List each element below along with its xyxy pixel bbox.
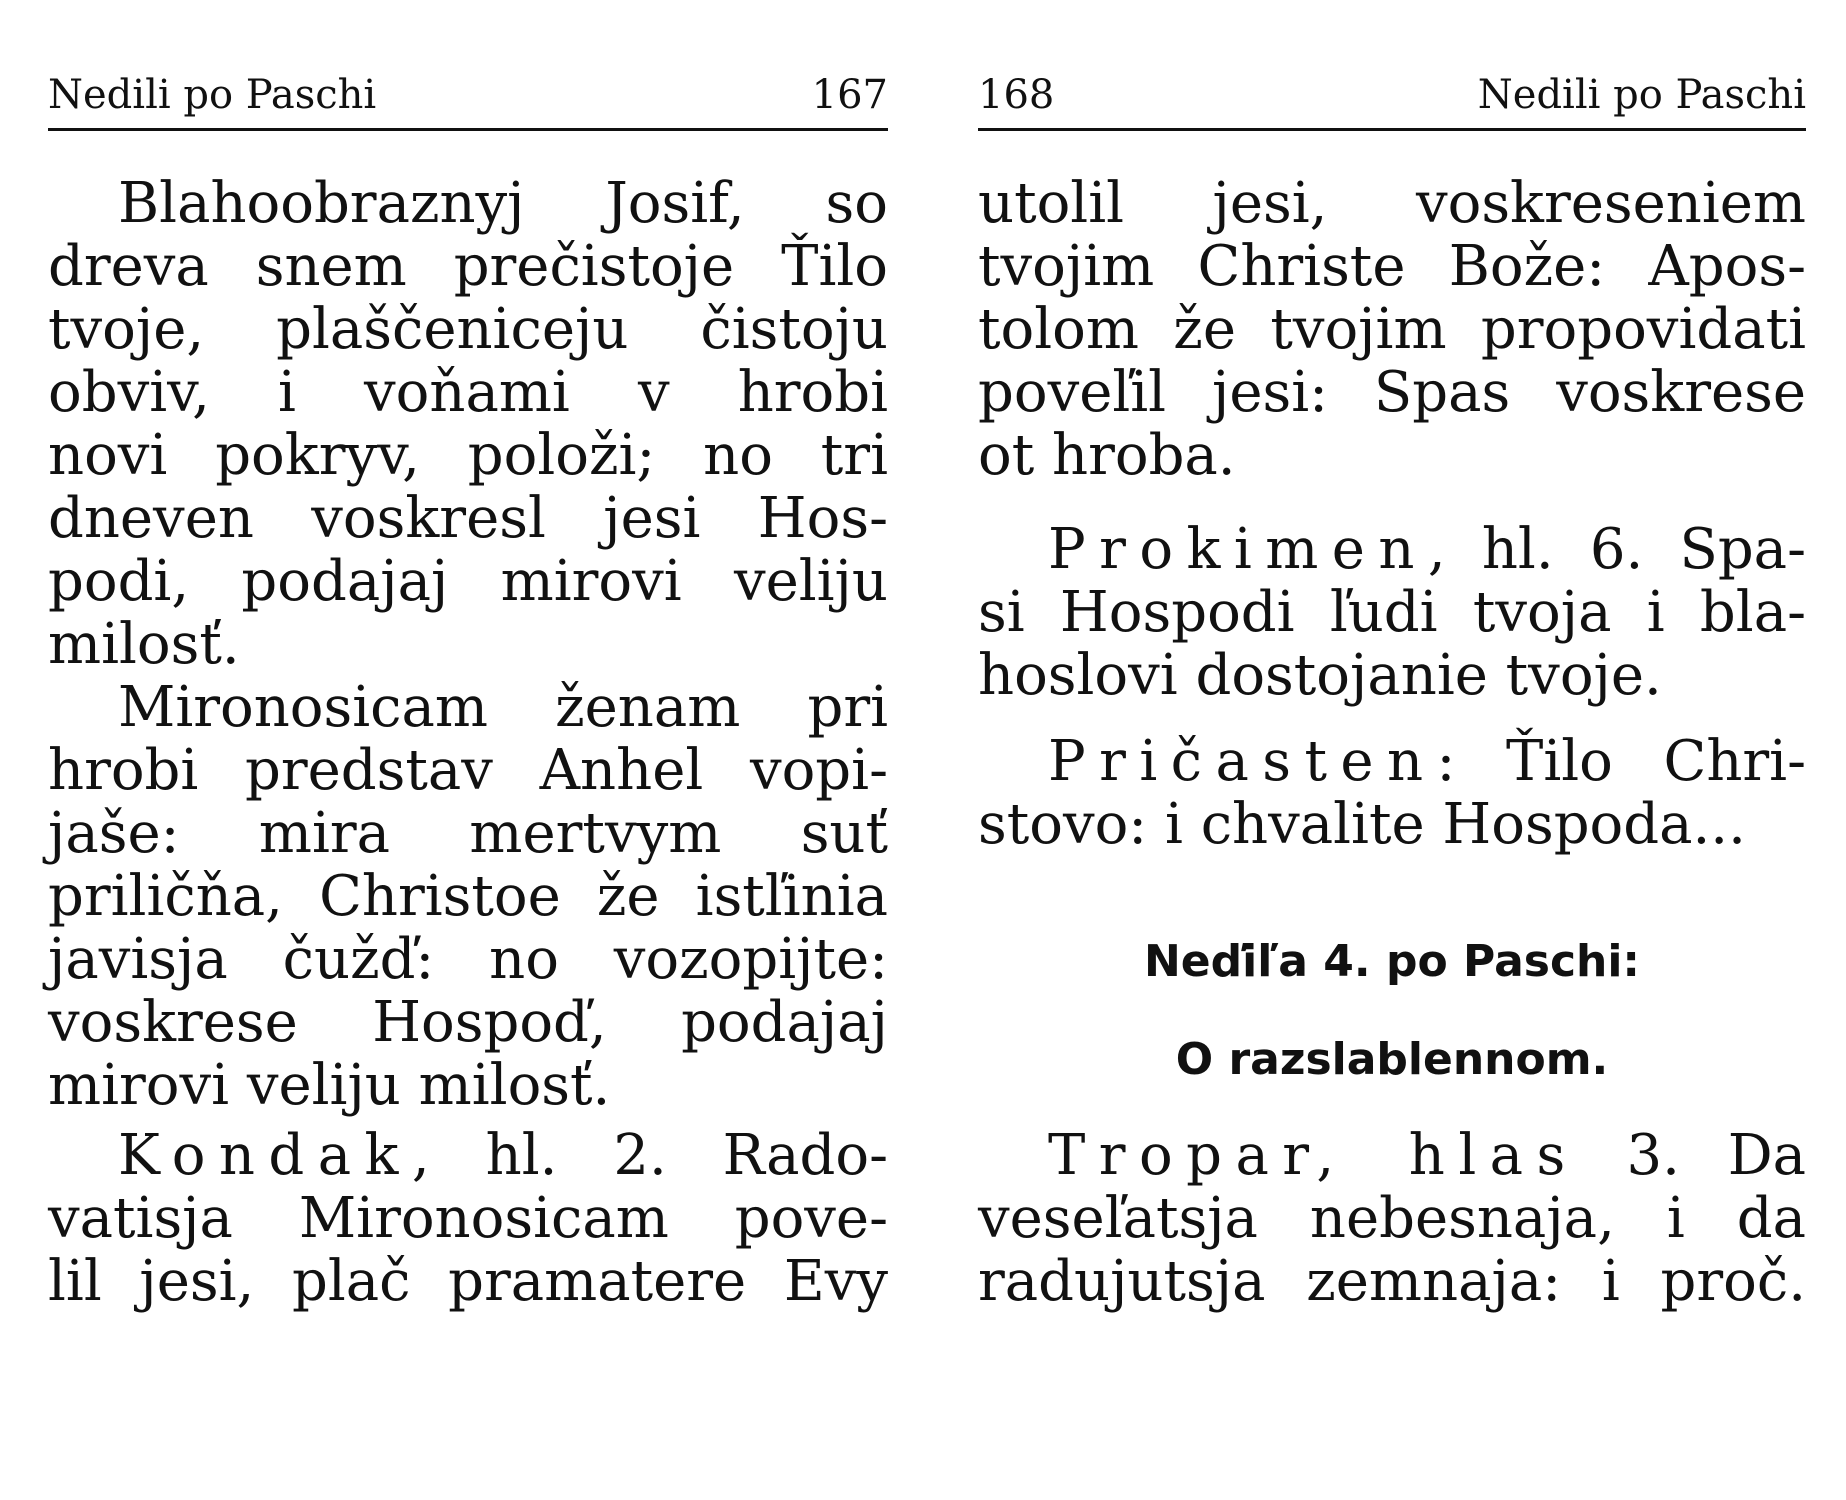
text-line: voskrese Hospoď, podajaj	[48, 990, 888, 1055]
rubric-text: 3. Da	[1578, 1123, 1806, 1188]
text-line: tolom že tvojim propovidati	[978, 297, 1806, 362]
rubric-label: Kondak	[118, 1123, 412, 1188]
text-line: priličňa, Christoe že istľinia	[48, 864, 888, 929]
text-line: milosť.	[48, 612, 240, 677]
text-line: radujutsja zemnaja: i proč.	[978, 1249, 1806, 1314]
right-paragraph-prokimen	[978, 518, 1806, 707]
text-line: poveľil jesi: Spas voskrese	[978, 360, 1806, 425]
text-line	[48, 1124, 888, 1187]
text-line: veseľatsja nebesnaja, i da	[978, 1186, 1806, 1251]
right-header-title: Nedili po Paschi	[1477, 72, 1806, 118]
right-paragraph-pricasten	[978, 730, 1806, 856]
text-line: dneven voskresl jesi Hos-	[48, 486, 888, 551]
rubric-label: Tropar, hlas	[1048, 1123, 1579, 1188]
rubric-label: Prokimen	[1048, 517, 1428, 582]
text-line: mirovi veliju milosť.	[48, 1053, 611, 1118]
left-paragraph-kondak	[48, 1124, 888, 1313]
text-line: tvojim Christe Bože: Apos-	[978, 234, 1806, 299]
left-paragraph-2	[48, 676, 888, 1117]
text-line: Blahoobraznyj Josif, so	[118, 171, 888, 236]
text-line: novi pokryv, položi; no tri	[48, 423, 888, 488]
section-subtitle: O razslablennom.	[1175, 1034, 1609, 1085]
text-line: tvoje, plaščeniceju čistoju	[48, 297, 888, 362]
rubric-text: , hl. 6. Spa-	[1427, 517, 1806, 582]
rubric-text: , hl. 2. Rado-	[411, 1123, 888, 1188]
left-page	[48, 0, 888, 1500]
text-line: hrobi predstav Anhel vopi-	[48, 738, 888, 803]
text-line: stovo: i chvalite Hospoda...	[978, 792, 1746, 857]
rubric-label: Pričasten	[1048, 729, 1437, 794]
text-line: jaše: mira mertvym suť	[48, 801, 888, 866]
right-running-head	[978, 62, 1806, 131]
right-paragraph-tropar	[978, 1124, 1806, 1313]
section-title: Neďiľa 4. po Paschi:	[1143, 936, 1641, 987]
left-page-number: 167	[811, 72, 888, 118]
left-paragraph-1	[48, 172, 888, 676]
text-line: si Hospodi ľudi tvoja i bla-	[978, 580, 1806, 645]
text-line: utolil jesi, voskreseniem	[978, 171, 1806, 236]
text-line: podi, podajaj mirovi veliju	[48, 549, 888, 614]
text-line: hoslovi dostojanie tvoje.	[978, 643, 1662, 708]
left-header-title: Nedili po Paschi	[48, 72, 377, 118]
text-line: vatisja Mironosicam pove-	[48, 1186, 888, 1251]
right-page-number: 168	[978, 72, 1055, 118]
text-line: Mironosicam ženam pri	[118, 675, 888, 740]
text-line: obviv, i voňami v hrobi	[48, 360, 888, 425]
text-line: dreva snem prečistoje Ťilo	[48, 234, 888, 299]
left-running-head	[48, 62, 888, 131]
text-line	[978, 518, 1806, 581]
rubric-text: : Ťilo Chri-	[1436, 729, 1806, 794]
text-line	[978, 1124, 1806, 1187]
text-line	[978, 730, 1806, 793]
text-line: lil jesi, plač pramatere Evy	[48, 1249, 888, 1314]
right-page	[978, 0, 1806, 1500]
right-paragraph-1	[978, 172, 1806, 487]
text-line: ot hroba.	[978, 423, 1236, 488]
text-line: javisja čužď: no vozopijte:	[48, 927, 888, 992]
